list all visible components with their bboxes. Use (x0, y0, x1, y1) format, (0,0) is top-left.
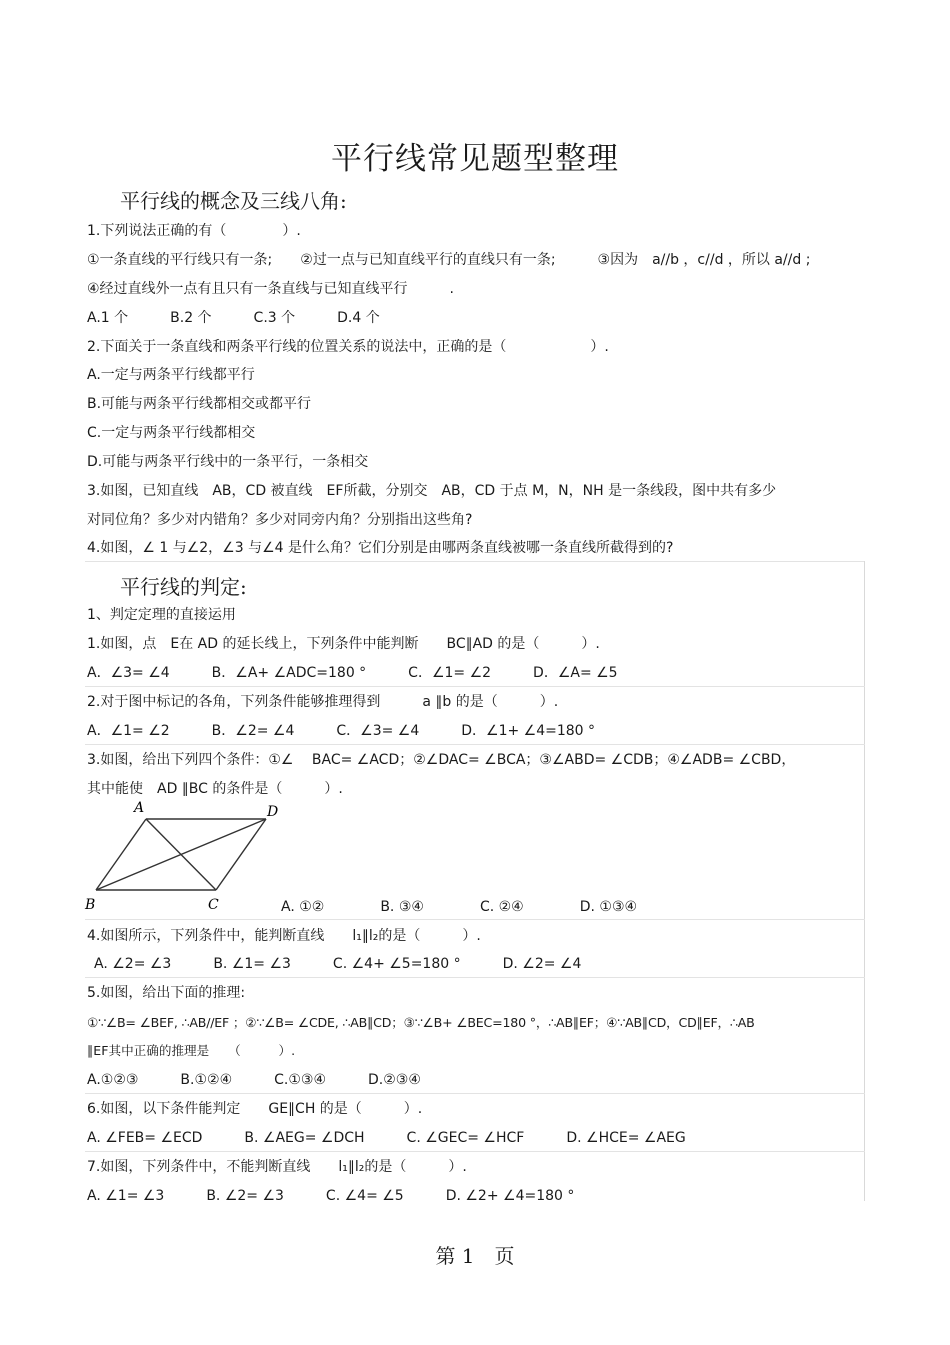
divider (85, 1151, 865, 1152)
s2-q7-stem: 7.如图，下列条件中，不能判断直线 l₁∥l₂的是（ ）. (87, 1159, 467, 1175)
divider (85, 919, 865, 920)
s2-q3-stem-2: 其中能使 AD ∥BC 的条件是（ ）. (87, 781, 343, 797)
s2-q5-reasoning-1: ①∵∠B= ∠BEF, ∴AB//EF ；②∵∠B= ∠CDE, ∴AB∥CD；③∵∠B+ ∠BEC=180 °，∴AB∥EF；④∵AB∥CD，CD∥EF，∴AB (87, 1015, 755, 1030)
s2-q3-stem-1: 3.如图，给出下列四个条件：①∠ BAC= ∠ACD；②∠DAC= ∠BCA；③∠ABD= ∠CDB；④∠ADB= ∠CBD， (87, 752, 796, 768)
s2-q4-stem: 4.如图所示，下列条件中，能判断直线 l₁∥l₂的是（ ）. (87, 928, 481, 944)
q3-stem-2: 对同位角？多少对内错角？多少对同旁内角？分别指出这些角? (87, 512, 473, 528)
q2-option-d: D.可能与两条平行线中的一条平行，一条相交 (87, 454, 369, 470)
q1-options: A.1 个 B.2 个 C.3 个 D.4 个 (87, 310, 380, 326)
q1-statements-1: ①一条直线的平行线只有一条; ②过一点与已知直线平行的直线只有一条; ③因为 a//b ，c//d ，所以 a//d ; (87, 252, 811, 268)
q2-option-a: A.一定与两条平行线都平行 (87, 367, 255, 383)
q2-option-c: C.一定与两条平行线都相交 (87, 425, 256, 441)
label-d: D (267, 804, 279, 820)
parallelogram-figure (80, 798, 290, 916)
divider (85, 561, 865, 562)
q1-stem: 1.下列说法正确的有（ ）. (87, 223, 301, 239)
divider (85, 1093, 865, 1094)
q2-option-b: B.可能与两条平行线都相交或都平行 (87, 396, 312, 412)
s2-q6-options: A. ∠FEB= ∠ECD B. ∠AEG= ∠DCH C. ∠GEC= ∠HCF D. ∠HCE= ∠AEG (87, 1130, 686, 1146)
s2-q5-stem: 5.如图，给出下面的推理: (87, 985, 246, 1001)
s2-q2-options: A．∠1= ∠2 B．∠2= ∠4 C．∠3= ∠4 D．∠1+ ∠4=180 ° (87, 723, 596, 739)
s2-q7-options: A. ∠1= ∠3 B. ∠2= ∠3 C. ∠4= ∠5 D. ∠2+ ∠4=180 ° (87, 1188, 575, 1204)
subheading-direct-use: 1、判定定理的直接运用 (87, 607, 236, 623)
label-b: B (85, 897, 96, 913)
s2-q5-options: A.①②③ B.①②④ C.①③④ D.②③④ (87, 1072, 421, 1088)
s2-q2-stem: 2.对于图中标记的各角，下列条件能够推理得到 a ∥b 的是（ ）. (87, 694, 559, 710)
divider (864, 561, 865, 1201)
s2-q3-options: A. ①② B. ③④ C. ②④ D. ①③④ (281, 899, 638, 915)
section-heading-concepts: 平行线的概念及三线八角: (120, 189, 347, 213)
label-c: C (208, 897, 219, 913)
page-number: 第 1 页 (435, 1244, 515, 1268)
q4-stem: 4.如图，∠ 1 与∠2，∠3 与∠4 是什么角？它们分别是由哪两条直线被哪一条直线所截得到的? (87, 540, 674, 556)
section-heading-criteria: 平行线的判定: (120, 575, 247, 599)
page-title: 平行线常见题型整理 (331, 141, 619, 177)
s2-q1-stem: 1.如图，点 E在 AD 的延长线上，下列条件中能判断 BC∥AD 的是（ ）. (87, 636, 600, 652)
s2-q4-options: A. ∠2= ∠3 B. ∠1= ∠3 C. ∠4+ ∠5=180 ° D. ∠2= ∠4 (94, 956, 582, 972)
label-a: A (134, 800, 145, 816)
s2-q1-options: A．∠3= ∠4 B．∠A+ ∠ADC=180 ° C．∠1= ∠2 D．∠A= ∠5 (87, 665, 618, 681)
q2-stem: 2.下面关于一条直线和两条平行线的位置关系的说法中，正确的是（ ）. (87, 339, 609, 355)
divider (85, 744, 865, 745)
q1-statements-2: ④经过直线外一点有且只有一条直线与已知直线平行 . (87, 281, 454, 297)
q3-stem-1: 3.如图，已知直线 AB，CD 被直线 EF所截，分别交 AB，CD 于点 M，N，NH 是一条线段，图中共有多少 (87, 483, 777, 499)
s2-q6-stem: 6.如图，以下条件能判定 GE∥CH 的是（ ）. (87, 1101, 423, 1117)
s2-q5-reasoning-2: ∥EF其中正确的推理是 （ ）. (87, 1043, 296, 1058)
divider (85, 686, 865, 687)
divider (85, 977, 865, 978)
